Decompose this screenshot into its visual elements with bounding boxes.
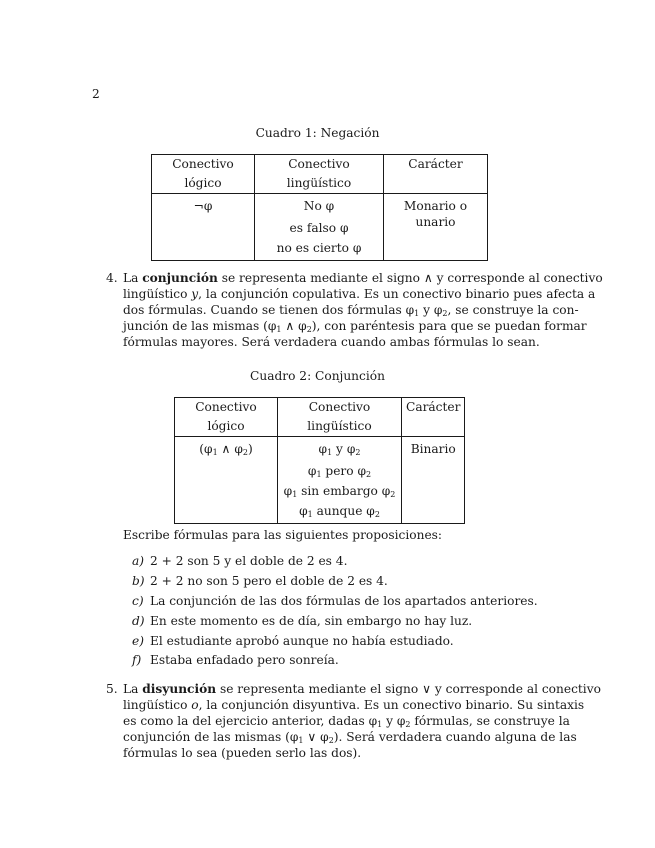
table-row [152,194,488,261]
exercise-intro: Escribe fórmulas para las siguientes proposiciones: [123,528,443,542]
character-value: Monario o unario [403,199,468,229]
logical-formula: ¬φ [193,199,213,213]
paragraph-line: conjunción de las mismas ($\varphi_1$ ∨ $\varphi_2$). Será verdadera cuando alguna de las [123,730,577,745]
negation-table [151,154,488,261]
linguistic-entry: $\varphi_1$ y $\varphi_2$ [318,442,361,457]
item-4-number: 4. [106,271,118,285]
header-linguistic: Conectivo lingüístico [255,155,384,194]
term-disyuncion: disyunción [142,682,217,696]
list-item: a) 2 + 2 son 5 y el doble de 2 es 4. [132,554,348,568]
cell-character [402,437,465,524]
linguistic-entry: No φ [303,199,335,213]
paragraph-line: lingüístico o, la conjunción disyuntiva. Es un conectivo binario. Su sintaxis [123,698,585,712]
header-logical: Conectivo lógico [152,155,255,194]
linguistic-entry: $\varphi_1$ sin embargo $\varphi_2$ [283,484,396,499]
paragraph-line: lingüístico y, la conjunción copulativa. Es un conectivo binario pues afecta a [123,287,596,301]
item-5-paragraph [123,681,601,761]
paragraph-line: dos fórmulas. Cuando se tienen dos fórmulas $\varphi_1$ y $\varphi_2$, se construye la con- [123,303,579,318]
logical-formula: ($\varphi_1$ ∧ $\varphi_2$) [199,442,253,457]
table-header-row [175,398,465,437]
list-item: c) La conjunción de las dos fórmulas de los apartados anteriores. [132,594,538,608]
linguistic-entry: no es cierto φ [276,241,362,255]
table-row [175,437,465,524]
item-5-number: 5. [106,682,118,696]
page-number: 2 [92,87,100,101]
cell-character [384,194,488,261]
conjunction-table [174,397,465,524]
table-header-row [152,155,488,194]
paragraph-line: es como la del ejercicio anterior, dadas $\varphi_1$ y $\varphi_2$ fórmulas, se construye la [123,714,570,729]
paragraph-line: fórmulas lo sea (pueden serlo las dos). [123,746,362,760]
list-item: b) 2 + 2 no son 5 pero el doble de 2 es 4. [132,574,388,588]
linguistic-entry: $\varphi_1$ aunque $\varphi_2$ [299,504,380,519]
item-4-paragraph [123,270,603,350]
character-value: Binario [410,442,456,456]
header-character: Carácter [384,155,488,194]
linguistic-entry: es falso φ [289,221,349,235]
linguistic-entry: $\varphi_1$ pero $\varphi_2$ [307,464,372,479]
header-character: Carácter [402,398,465,437]
paragraph-line: junción de las mismas ($\varphi_1$ ∧ $\varphi_2$), con paréntesis para que se puedan formar [123,319,587,334]
list-item: f) Estaba enfadado pero sonreía. [132,653,339,667]
paragraph-line: La conjunción se representa mediante el signo ∧ y corresponde al conectivo [123,271,603,285]
cell-linguistic [278,437,402,524]
cell-logical [152,194,255,261]
paragraph-line: La disyunción se representa mediante el signo ∨ y corresponde al conectivo [123,682,601,696]
list-item: d) En este momento es de día, sin embargo no hay luz. [132,614,473,628]
header-logical: Conectivo lógico [175,398,278,437]
table-2-caption: Cuadro 2: Conjunción [250,369,385,383]
cell-linguistic [255,194,384,261]
paragraph-line: fórmulas mayores. Será verdadera cuando ambas fórmulas lo sean. [123,335,540,349]
list-item: e) El estudiante aprobó aunque no había estudiado. [132,634,454,648]
cell-logical [175,437,278,524]
header-linguistic: Conectivo lingüístico [278,398,402,437]
term-conjuncion: conjunción [142,271,218,285]
table-1-caption: Cuadro 1: Negación [255,126,380,140]
